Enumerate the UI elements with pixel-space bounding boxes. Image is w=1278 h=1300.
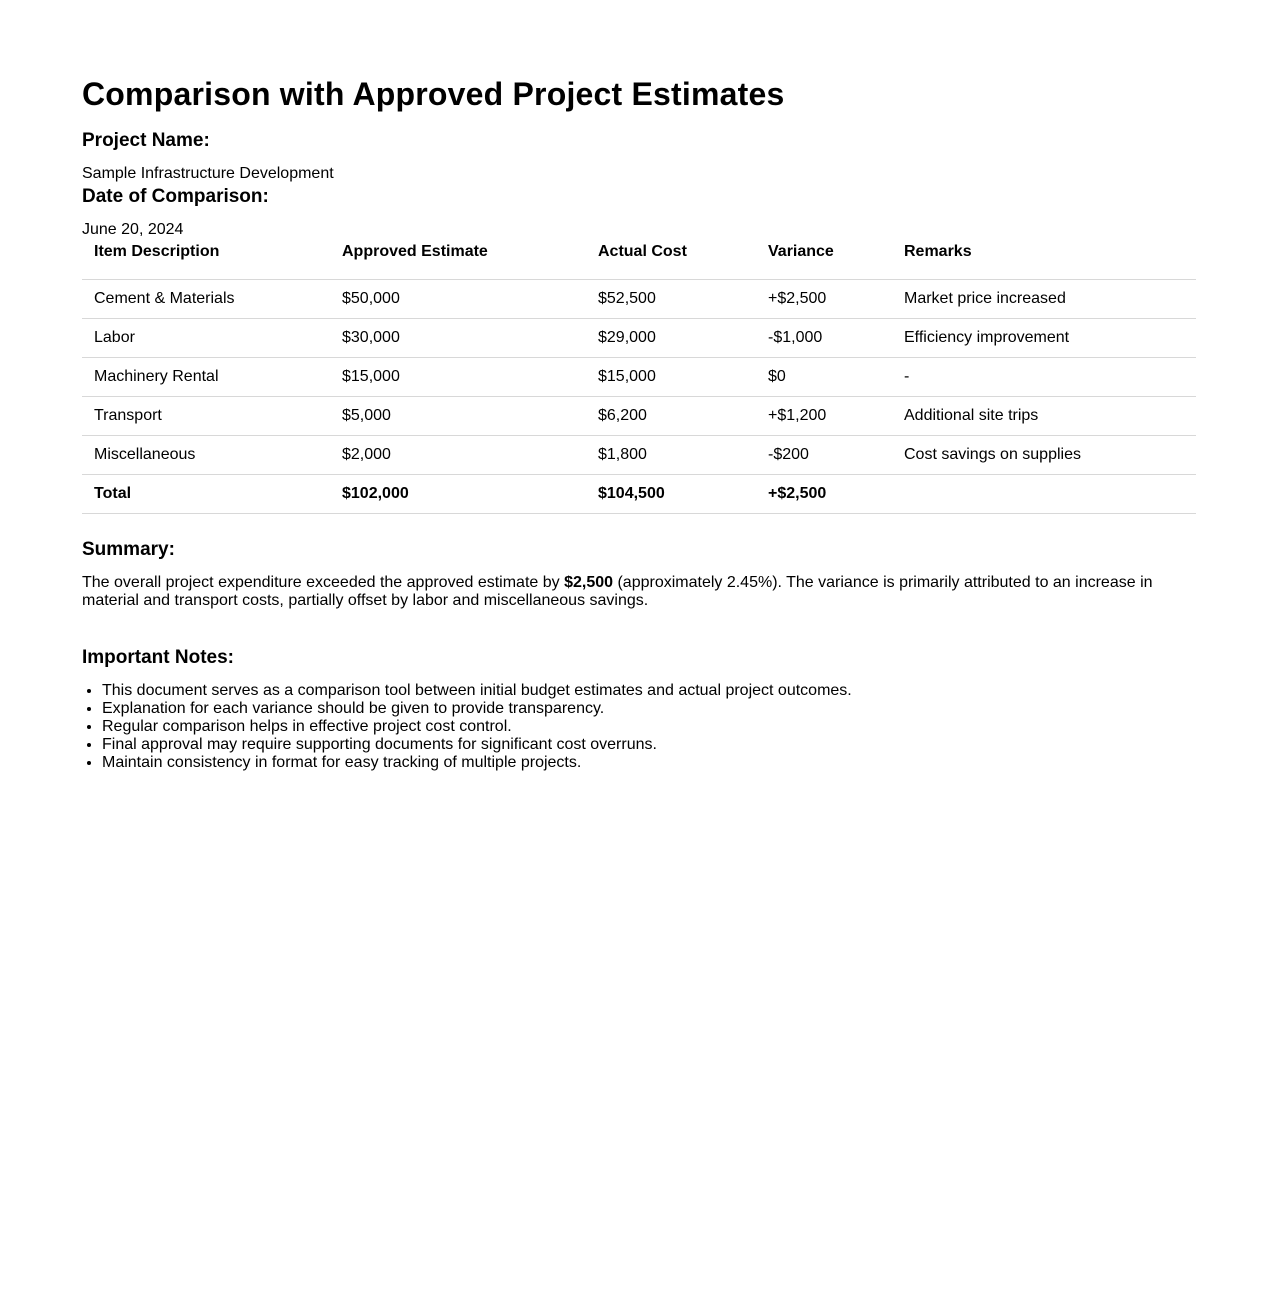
project-name-label: Project Name:: [82, 130, 210, 151]
total-variance: +$2,500: [756, 475, 892, 514]
cell-variance: +$1,200: [756, 397, 892, 436]
header-item-description: Item Description: [82, 241, 330, 280]
cell-approved: $5,000: [330, 397, 586, 436]
cell-remarks: Additional site trips: [892, 397, 1196, 436]
cell-variance: $0: [756, 358, 892, 397]
table-row: [82, 319, 1196, 358]
list-item: • Maintain consistency in format for easy tracking of multiple projects.: [102, 754, 1196, 772]
summary-text-before: The overall project expenditure exceeded the approved estimate by: [82, 574, 565, 591]
table-header-row: [82, 241, 1196, 280]
date-of-comparison-label: Date of Comparison:: [82, 186, 269, 207]
cell-actual: $52,500: [586, 280, 756, 319]
notes-list: [82, 682, 1196, 772]
cell-approved: $50,000: [330, 280, 586, 319]
list-item: • This document serves as a comparison tool between initial budget estimates and actual project outcomes.: [102, 682, 1196, 700]
cell-item: Machinery Rental: [82, 358, 330, 397]
table-row: [82, 358, 1196, 397]
summary-heading: Summary:: [82, 539, 175, 560]
cell-actual: $29,000: [586, 319, 756, 358]
list-item: • Regular comparison helps in effective project cost control.: [102, 718, 1196, 736]
total-approved: $102,000: [330, 475, 586, 514]
table-row: [82, 397, 1196, 436]
cell-variance: -$200: [756, 436, 892, 475]
list-item: • Explanation for each variance should be given to provide transparency.: [102, 700, 1196, 718]
page-title: Comparison with Approved Project Estimates: [82, 76, 785, 112]
cell-item: Cement & Materials: [82, 280, 330, 319]
cell-item: Labor: [82, 319, 330, 358]
list-item: • Final approval may require supporting documents for significant cost overruns.: [102, 736, 1196, 754]
cell-remarks: Efficiency improvement: [892, 319, 1196, 358]
total-remarks: [892, 475, 1196, 514]
document-page: [82, 0, 1196, 772]
cell-approved: $15,000: [330, 358, 586, 397]
header-variance: Variance: [756, 241, 892, 280]
important-notes-heading: Important Notes:: [82, 647, 234, 668]
cell-actual: $6,200: [586, 397, 756, 436]
cell-approved: $30,000: [330, 319, 586, 358]
cell-remarks: -: [892, 358, 1196, 397]
header-actual-cost: Actual Cost: [586, 241, 756, 280]
cell-item: Miscellaneous: [82, 436, 330, 475]
cell-remarks: Market price increased: [892, 280, 1196, 319]
cell-actual: $15,000: [586, 358, 756, 397]
cell-approved: $2,000: [330, 436, 586, 475]
cell-actual: $1,800: [586, 436, 756, 475]
total-label: Total: [82, 475, 330, 514]
table-total-row: [82, 475, 1196, 514]
total-actual: $104,500: [586, 475, 756, 514]
summary-text-after: (approximately 2.45%). The variance is primarily attributed to an increase in material and transport costs, partially offset by labor and miscellaneous savings.: [82, 574, 1153, 609]
date-of-comparison-value: June 20, 2024: [82, 221, 184, 238]
summary-paragraph: [82, 574, 1172, 610]
cell-remarks: Cost savings on supplies: [892, 436, 1196, 475]
project-name-value: Sample Infrastructure Development: [82, 165, 334, 182]
header-remarks: Remarks: [892, 241, 1196, 280]
comparison-table: [82, 241, 1196, 514]
cell-variance: +$2,500: [756, 280, 892, 319]
table-row: [82, 436, 1196, 475]
cell-item: Transport: [82, 397, 330, 436]
header-approved-estimate: Approved Estimate: [330, 241, 586, 280]
cell-variance: -$1,000: [756, 319, 892, 358]
summary-variance-amount: $2,500: [564, 574, 614, 591]
table-row: [82, 280, 1196, 319]
